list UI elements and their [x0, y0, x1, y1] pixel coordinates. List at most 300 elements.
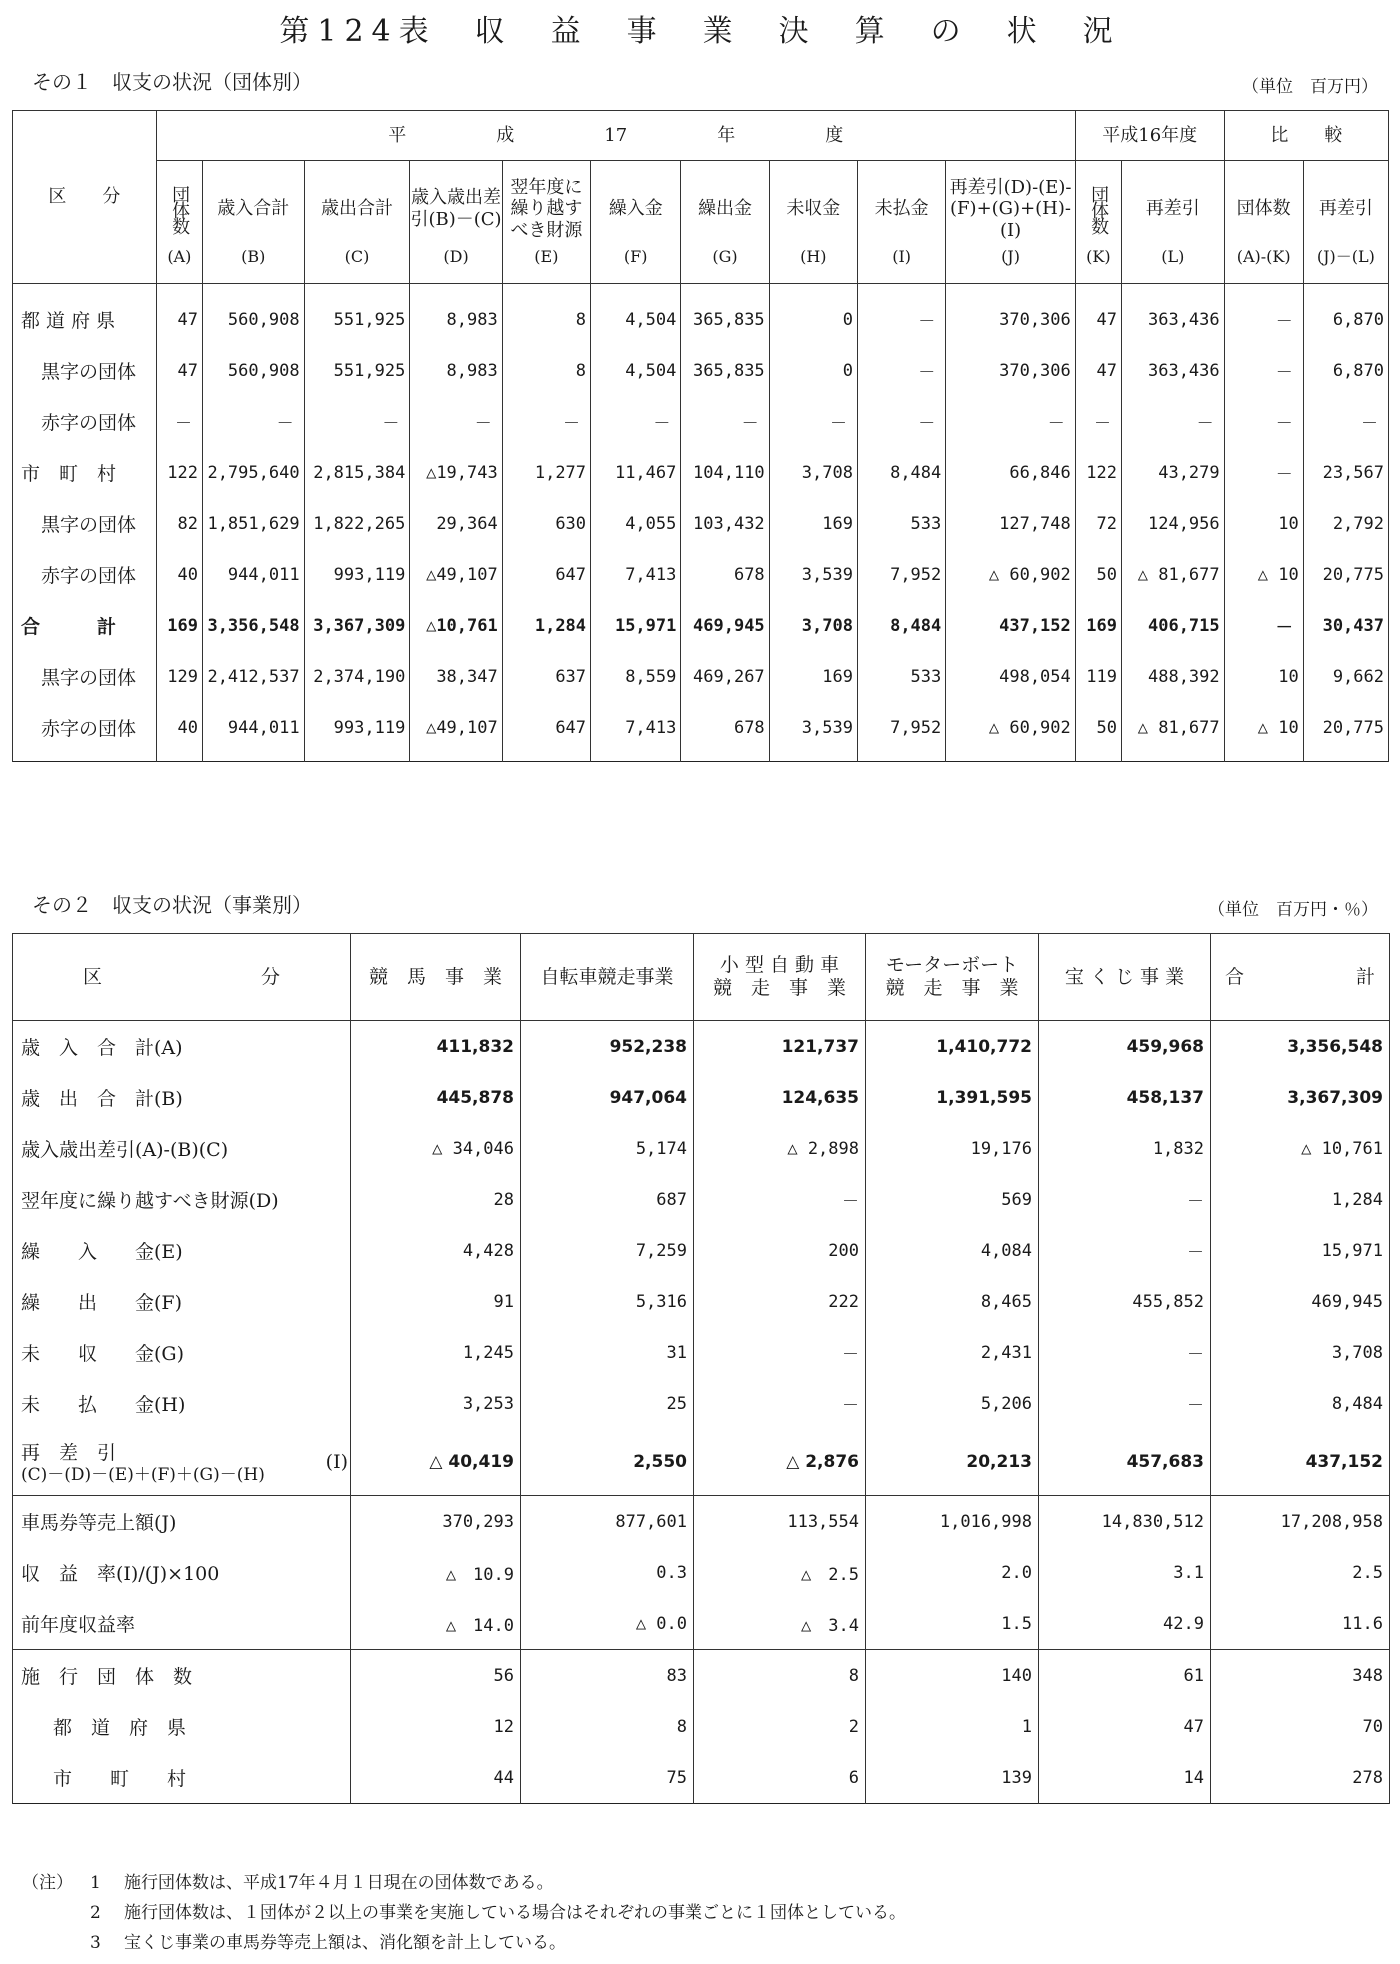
table-cell: 365,835 [681, 345, 769, 396]
table-cell: 56 [351, 1650, 521, 1702]
table-cell: 12 [351, 1701, 521, 1752]
table-cell: 7,952 [857, 549, 945, 600]
row-label [13, 1429, 351, 1496]
table-cell: 8 [502, 284, 590, 346]
t1-col-code: (K) [1086, 247, 1111, 266]
table-cell: － [1224, 600, 1303, 651]
table1-by-organization [12, 110, 1389, 762]
t1-col-header [502, 161, 590, 284]
row-label [13, 1123, 351, 1174]
table-cell: 2,795,640 [202, 447, 304, 498]
table-cell: 15,971 [591, 600, 681, 651]
table-cell: 10 [1224, 651, 1303, 702]
table-cell: 7,952 [857, 702, 945, 762]
table-cell: 0.3 [521, 1547, 694, 1598]
table-cell: 14 [1039, 1752, 1211, 1804]
row-label [13, 1225, 351, 1276]
t1-col-code: (H) [800, 247, 827, 266]
table-cell: 2,815,384 [304, 447, 410, 498]
table-row [13, 396, 1389, 447]
table-cell: 2.0 [866, 1547, 1039, 1598]
row-label-code: (I) [325, 1450, 348, 1473]
table-row [13, 1429, 1390, 1496]
table-cell: 50 [1075, 549, 1121, 600]
footnote-prefix: （注） [22, 1873, 73, 1893]
table-cell: 1,851,629 [202, 498, 304, 549]
t1-col-label: 歳入歳出差 引(B)－(C) [410, 187, 520, 230]
table-cell: △19,743 [410, 447, 502, 498]
row-label [13, 1072, 351, 1123]
t2-header-total: 合 計 [1211, 934, 1390, 1021]
t1-col-header [1075, 161, 1121, 284]
row-label: 市 町 村 [13, 447, 157, 498]
t1-col-label: 再差引 [1318, 198, 1373, 220]
table-cell: 113,554 [694, 1496, 866, 1548]
table-cell: 947,064 [521, 1072, 694, 1123]
t1-col-header [1121, 161, 1224, 284]
table-cell: 1 [866, 1701, 1039, 1752]
row-label [13, 1650, 351, 1702]
table2-by-business [12, 933, 1390, 1804]
t1-col-header [1303, 161, 1388, 284]
table-cell: 2,374,190 [304, 651, 410, 702]
table-cell: 40 [156, 702, 202, 762]
table-cell: 169 [156, 600, 202, 651]
table-cell: 348 [1211, 1650, 1390, 1702]
row-label: 黒字の団体 [13, 345, 157, 396]
table-cell: 437,152 [946, 600, 1076, 651]
table-cell: 91 [351, 1276, 521, 1327]
table-cell: 8,983 [410, 284, 502, 346]
table-cell: 3,708 [769, 447, 857, 498]
table-cell: － [1075, 396, 1121, 447]
table-cell: 20,775 [1303, 702, 1388, 762]
table-cell: 488,392 [1121, 651, 1224, 702]
table-cell: 17,208,958 [1211, 1496, 1390, 1548]
table-cell: 2.5 [1211, 1547, 1390, 1598]
row-label [13, 1327, 351, 1378]
t1-col-code: (A)-(K) [1236, 247, 1291, 266]
table-cell: 5,174 [521, 1123, 694, 1174]
table-cell: 1,410,772 [866, 1021, 1039, 1073]
table1-unit: （単位 百万円） [1242, 77, 1378, 97]
table-cell: 61 [1039, 1650, 1211, 1702]
page-title: 第124表 収 益 事 業 決 算 の 状 況 [279, 14, 1121, 49]
table-cell: 952,238 [521, 1021, 694, 1073]
table-cell: 124,956 [1121, 498, 1224, 549]
table-cell: － [1224, 396, 1303, 447]
table-cell: 363,436 [1121, 284, 1224, 346]
table-cell: 169 [769, 651, 857, 702]
table-cell: 363,436 [1121, 345, 1224, 396]
table-cell: 139 [866, 1752, 1039, 1804]
table-cell: 104,110 [681, 447, 769, 498]
table-cell: △ 40,419 [351, 1429, 521, 1496]
row-label-text: 都 道 府 県 [53, 1717, 187, 1739]
t1-band-h16: 平成16年度 [1075, 111, 1224, 161]
table-cell: 47 [1075, 345, 1121, 396]
table-cell: 82 [156, 498, 202, 549]
table-cell: 11.6 [1211, 1598, 1390, 1650]
table-cell: 1,822,265 [304, 498, 410, 549]
table-cell: － [156, 396, 202, 447]
t1-col-label: 歳入合計 [217, 198, 290, 220]
table-cell: 1.5 [866, 1598, 1039, 1650]
table-cell: 20,213 [866, 1429, 1039, 1496]
row-label-text: 未 払 金(H) [21, 1394, 186, 1416]
row-label-text: 収 益 率(I)/(J)×100 [21, 1563, 220, 1585]
table-cell: － [1039, 1378, 1211, 1429]
row-label-text: 前年度収益率 [21, 1614, 136, 1636]
table-cell: 8,484 [857, 447, 945, 498]
table-cell: 23,567 [1303, 447, 1388, 498]
t1-col-label: 翌年度に繰り越すべき財源 [510, 176, 583, 241]
table-cell: － [1121, 396, 1224, 447]
table-cell: － [591, 396, 681, 447]
table-cell: － [769, 396, 857, 447]
table-cell: 0 [769, 345, 857, 396]
table-cell: 42.9 [1039, 1598, 1211, 1650]
table-cell: － [502, 396, 590, 447]
footnote-number: 1 [90, 1873, 101, 1893]
t2-header-keiba [351, 934, 521, 1021]
table-cell: 877,601 [521, 1496, 694, 1548]
table-cell: 2,792 [1303, 498, 1388, 549]
table-cell: － [1303, 396, 1388, 447]
table-cell: 533 [857, 498, 945, 549]
footnote-text: 施行団体数は、平成17年４月１日現在の団体数である。 [124, 1873, 554, 1893]
table-cell: 6,870 [1303, 284, 1388, 346]
table-row [13, 345, 1389, 396]
row-label-text: 歳入歳出差引(A)-(B)(C) [21, 1139, 229, 1161]
t2-header-line: 競 馬 事 業 [368, 965, 502, 988]
table-cell: 459,968 [1039, 1021, 1211, 1073]
table-cell: 8 [521, 1701, 694, 1752]
row-label-formula: (C)－(D)－(E)＋(F)＋(G)－(H) [21, 1465, 265, 1486]
footnote [22, 1898, 906, 1928]
table-cell: 3,356,548 [202, 600, 304, 651]
t1-col-header [946, 161, 1076, 284]
table-cell: △ 0.0 [521, 1598, 694, 1650]
footnote-text: 施行団体数は、１団体が２以上の事業を実施している場合はそれぞれの事業ごとに１団体としている。 [124, 1903, 906, 1923]
table-cell: 0 [769, 284, 857, 346]
table-cell: △ 14.0 [351, 1598, 521, 1650]
table-row [13, 600, 1389, 651]
table-cell: 10 [1224, 498, 1303, 549]
t1-col-header [591, 161, 681, 284]
footnote [22, 1928, 906, 1958]
table-cell: △49,107 [410, 549, 502, 600]
table-cell: 370,306 [946, 345, 1076, 396]
t1-col-code: (I) [892, 247, 912, 266]
table-cell: － [1039, 1225, 1211, 1276]
table-cell: － [946, 396, 1076, 447]
table-row [13, 1123, 1390, 1174]
table-cell: 222 [694, 1276, 866, 1327]
table-cell: 25 [521, 1378, 694, 1429]
table-cell: 411,832 [351, 1021, 521, 1073]
table-cell: 1,284 [502, 600, 590, 651]
table-row [13, 1021, 1390, 1073]
table-cell: 469,267 [681, 651, 769, 702]
table-cell: 551,925 [304, 345, 410, 396]
table-cell: 3,708 [769, 600, 857, 651]
t1-col-header [304, 161, 410, 284]
table-cell: 678 [681, 549, 769, 600]
table-cell: 169 [769, 498, 857, 549]
table-cell: 458,137 [1039, 1072, 1211, 1123]
t2-header-takarakuji [1039, 934, 1211, 1021]
t1-col-header [1224, 161, 1303, 284]
table-cell: 4,428 [351, 1225, 521, 1276]
table-row [13, 702, 1389, 762]
table-cell: 70 [1211, 1701, 1390, 1752]
t1-col-label: 再差引 [1145, 198, 1200, 220]
table-cell: 551,925 [304, 284, 410, 346]
table-cell: － [694, 1327, 866, 1378]
table-cell: － [694, 1378, 866, 1429]
table-cell: 119 [1075, 651, 1121, 702]
table-row [13, 1752, 1390, 1804]
table-cell: 560,908 [202, 284, 304, 346]
table-cell: 993,119 [304, 549, 410, 600]
table-cell: 72 [1075, 498, 1121, 549]
table-cell: 569 [866, 1174, 1039, 1225]
table-cell: － [694, 1174, 866, 1225]
table-cell: － [1224, 284, 1303, 346]
table-cell: △ 10,761 [1211, 1123, 1390, 1174]
table-cell: 7,413 [591, 702, 681, 762]
table-cell: 533 [857, 651, 945, 702]
table-cell: 38,347 [410, 651, 502, 702]
t1-band-compare: 比 較 [1224, 111, 1388, 161]
t1-col-label: 団体数 [1236, 198, 1291, 220]
t1-col-label: 未払金 [874, 198, 929, 220]
table-cell: 129 [156, 651, 202, 702]
row-label-text: 歳 入 合 計(A) [21, 1037, 183, 1059]
table-cell: 8,983 [410, 345, 502, 396]
table-cell: 9,662 [1303, 651, 1388, 702]
table-cell: － [857, 345, 945, 396]
table-cell: 2,550 [521, 1429, 694, 1496]
table-cell: 140 [866, 1650, 1039, 1702]
table-row [13, 498, 1389, 549]
table-cell: 8 [694, 1650, 866, 1702]
table-row [13, 1650, 1390, 1702]
table-cell: 50 [1075, 702, 1121, 762]
table-row [13, 651, 1389, 702]
table-cell: 1,391,595 [866, 1072, 1039, 1123]
table-cell: 457,683 [1039, 1429, 1211, 1496]
table-cell: △ 2,876 [694, 1429, 866, 1496]
table-cell: △ 3.4 [694, 1598, 866, 1650]
footnotes [22, 1868, 906, 1958]
table-cell: 7,259 [521, 1225, 694, 1276]
t1-col-header [857, 161, 945, 284]
table-cell: △49,107 [410, 702, 502, 762]
table-cell: 687 [521, 1174, 694, 1225]
table1-subtitle: その１ 収支の状況（団体別） [32, 70, 312, 94]
table-cell: － [304, 396, 410, 447]
t1-col-code: (D) [443, 247, 469, 266]
row-label: 黒字の団体 [13, 498, 157, 549]
table-cell: 4,504 [591, 284, 681, 346]
table-cell: 678 [681, 702, 769, 762]
table-cell: 4,504 [591, 345, 681, 396]
table-cell: △ 10 [1224, 549, 1303, 600]
table-cell: 2,412,537 [202, 651, 304, 702]
table-row [13, 1701, 1390, 1752]
table-cell: 66,846 [946, 447, 1076, 498]
table-cell: － [857, 396, 945, 447]
table-cell: 47 [1075, 284, 1121, 346]
row-label [13, 1378, 351, 1429]
t2-header-line: 宝 く じ 事 業 [1064, 965, 1185, 988]
table-cell: 19,176 [866, 1123, 1039, 1174]
table-cell: － [202, 396, 304, 447]
table-cell: 3,539 [769, 702, 857, 762]
row-label: 黒字の団体 [13, 651, 157, 702]
footnote-prefix [22, 1898, 90, 1928]
table-cell: 3,539 [769, 549, 857, 600]
t1-col-header [156, 161, 202, 284]
table-cell: 637 [502, 651, 590, 702]
table-cell: 2,431 [866, 1327, 1039, 1378]
table-cell: 406,715 [1121, 600, 1224, 651]
table-row [13, 1378, 1390, 1429]
t1-col-code: (E) [534, 247, 559, 266]
table-cell: 498,054 [946, 651, 1076, 702]
table-cell: － [1039, 1327, 1211, 1378]
table-cell: 3,356,548 [1211, 1021, 1390, 1073]
row-label [13, 1598, 351, 1650]
t2-header-line: 自転車競走事業 [540, 965, 674, 988]
table-cell: 15,971 [1211, 1225, 1390, 1276]
table-cell: 944,011 [202, 549, 304, 600]
table-cell: 47 [156, 284, 202, 346]
row-label-text: 施 行 団 体 数 [21, 1666, 193, 1688]
t2-header-autorace [694, 934, 866, 1021]
row-label-text: 歳 出 合 計(B) [21, 1088, 183, 1110]
table-row [13, 1496, 1390, 1548]
table-cell: △ 2,898 [694, 1123, 866, 1174]
table-cell: 4,084 [866, 1225, 1039, 1276]
table-cell: △ 60,902 [946, 549, 1076, 600]
table-row [13, 1174, 1390, 1225]
table-cell: 47 [156, 345, 202, 396]
table-cell: 169 [1075, 600, 1121, 651]
table-cell: 6,870 [1303, 345, 1388, 396]
row-label: 都 道 府 県 [13, 284, 157, 346]
table-cell: 469,945 [681, 600, 769, 651]
t1-col-code: (F) [623, 247, 648, 266]
t1-col-label: 未収金 [786, 198, 841, 220]
table2-subtitle: その２ 収支の状況（事業別） [32, 893, 312, 917]
table-cell: － [410, 396, 502, 447]
t1-col-label: 繰入金 [608, 198, 663, 220]
table-cell: 4,055 [591, 498, 681, 549]
row-label-text: 繰 入 金(E) [21, 1241, 183, 1263]
table-cell: 122 [1075, 447, 1121, 498]
table-cell: 11,467 [591, 447, 681, 498]
table-cell: △ 10.9 [351, 1547, 521, 1598]
table-cell: 1,245 [351, 1327, 521, 1378]
table-cell: 28 [351, 1174, 521, 1225]
footnote-text: 宝くじ事業の車馬券等売上額は、消化額を計上している。 [124, 1933, 566, 1953]
table-cell: △ 81,677 [1121, 549, 1224, 600]
table-cell: 8 [502, 345, 590, 396]
table-cell: 993,119 [304, 702, 410, 762]
table-cell: 455,852 [1039, 1276, 1211, 1327]
table-row [13, 1072, 1390, 1123]
t1-col-label: 団体数 [1088, 185, 1110, 233]
table-cell: 647 [502, 702, 590, 762]
t1-col-code: (L) [1161, 247, 1185, 266]
t2-header-line: 競 走 事 業 [885, 977, 1019, 999]
table-cell: 2 [694, 1701, 866, 1752]
table-cell: 437,152 [1211, 1429, 1390, 1496]
table-cell: 469,945 [1211, 1276, 1390, 1327]
row-label: 赤字の団体 [13, 549, 157, 600]
table-cell: 6 [694, 1752, 866, 1804]
t1-col-code: (C) [344, 247, 370, 266]
table-cell: － [1039, 1174, 1211, 1225]
row-label-main: 再 差 引 [21, 1442, 117, 1465]
table-cell: 630 [502, 498, 590, 549]
t1-col-header [769, 161, 857, 284]
t1-col-header [410, 161, 520, 284]
table-cell: 124,635 [694, 1072, 866, 1123]
table-cell: 29,364 [410, 498, 502, 549]
table-cell: － [857, 284, 945, 346]
row-label-text: 未 収 金(G) [21, 1343, 185, 1365]
table-cell: 3,367,309 [1211, 1072, 1390, 1123]
table-cell: △ 34,046 [351, 1123, 521, 1174]
table-cell: 1,277 [502, 447, 590, 498]
row-label [13, 1547, 351, 1598]
row-label-text: 翌年度に繰り越すべき財源(D) [21, 1190, 279, 1212]
table-cell: － [1224, 345, 1303, 396]
row-label [13, 1174, 351, 1225]
table-cell: 1,284 [1211, 1174, 1390, 1225]
table-cell: 200 [694, 1225, 866, 1276]
table-cell: 647 [502, 549, 590, 600]
table-cell: △ 60,902 [946, 702, 1076, 762]
table-cell: △ 81,677 [1121, 702, 1224, 762]
table-cell: 3,367,309 [304, 600, 410, 651]
table-cell: 8,484 [1211, 1378, 1390, 1429]
table-cell: 370,293 [351, 1496, 521, 1548]
table-cell: 560,908 [202, 345, 304, 396]
row-label [13, 1701, 351, 1752]
table-row [13, 1327, 1390, 1378]
table-cell: 14,830,512 [1039, 1496, 1211, 1548]
table-cell: 1,832 [1039, 1123, 1211, 1174]
table-cell: △ 10 [1224, 702, 1303, 762]
row-label [13, 1496, 351, 1548]
table-cell: △10,761 [410, 600, 502, 651]
table2-unit: （単位 百万円・％） [1208, 900, 1378, 920]
row-label: 赤字の団体 [13, 702, 157, 762]
table-cell: 75 [521, 1752, 694, 1804]
table-row [13, 447, 1389, 498]
t1-col-code: (J) [1001, 247, 1020, 266]
t2-header-boatrace [866, 934, 1039, 1021]
footnote [22, 1868, 906, 1898]
table-cell: 8,559 [591, 651, 681, 702]
table-cell: 40 [156, 549, 202, 600]
table-cell: 83 [521, 1650, 694, 1702]
